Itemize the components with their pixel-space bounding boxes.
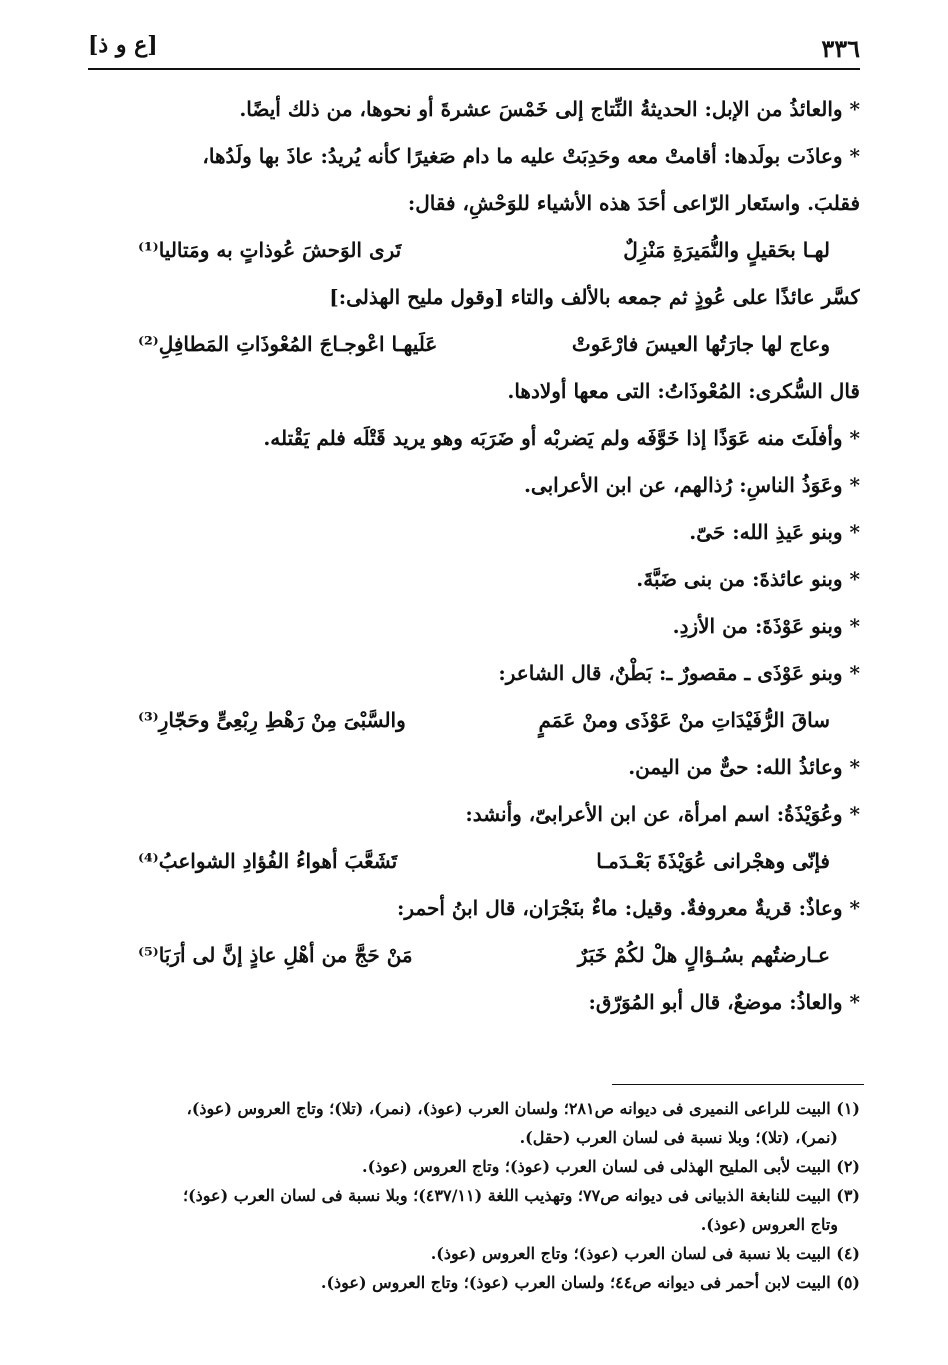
text-line: قال السُّكرى: المُعْوذَاتُ: التى معها أولادها. [507,379,860,403]
verse-hemistich-second: والسَّبْىَ مِنْ رَهْطِ رِبْعِىٍّ وحَجّارِ⁽³⁾ [138,708,406,732]
verse [88,227,860,274]
footnote-line: (٢) البيت لأبى المليح الهذلى فى لسان العرب (عوذ)؛ وتاج العروس (عوذ). [362,1157,860,1176]
text-line: * وعَوَذُ الناسِ: رُذالهم، عن ابن الأعرابى. [523,473,860,497]
text-line: * وبنو عَيذِ الله: حَىّ. [689,520,860,544]
footnote-separator [612,1084,864,1085]
verse-hemistich-first: وعاج لها جارَتُها العيسَ فارْعَوتْ [571,332,830,356]
footnote-line: وتاج العروس (عوذ). [700,1215,838,1234]
footnote-line: (٥) البيت لابن أحمر فى ديوانه ص٤٤؛ ولسان العرب (عوذ)؛ وتاج العروس (عوذ). [320,1273,860,1292]
verse-hemistich-first: عـارضتُهم بسُـؤالٍ هلْ لكُمْ خَبَرٌ [577,943,830,967]
page-number: ٣٣٦ [821,34,860,63]
verse-hemistich-first: لهـا بحَقيلٍ والنُّمَيرَةِ مَنْزِلٌ [623,238,830,262]
verse-hemistich-first: فإنّى وهجْرانى عُوَيْذَةَ بَعْـدَمـا [596,849,830,873]
section-heading: [ع و ذ] [88,32,158,58]
footnote-line: (نمر)، (تلا)؛ وبلا نسبة فى لسان العرب (حقل). [519,1128,838,1147]
verse [88,321,860,368]
text-line: * والعاذُ: موضعٌ، قال أبو المُوَرّق: [588,990,860,1014]
verse-hemistich-second: عَلَيهـا اعْوجـاجَ المُعْوذَاتِ المَطافِلِ⁽²⁾ [138,332,438,356]
text-line: كسَّر عائذًا على عُوذٍ ثم جمعه بالألف والتاء [وقول مليح الهذلى:] [329,285,860,309]
text-line: * وعاذٌ: قريةٌ معروفةٌ. وقيل: ماءٌ بنَجْرَان، قال ابنُ أحمر: [397,896,860,920]
footnote-line: (١) البيت للراعى النميرى فى ديوانه ص٢٨١؛ ولسان العرب (عوذ)، (نمر)، (تلا)؛ وتاج العروس (عوذ)، [186,1099,860,1118]
text-line: * وعُوَيْذَةُ: اسم امرأة، عن ابن الأعرابىّ، وأنشد: [465,802,860,826]
verse-hemistich-second: مَنْ حَجَّ من أهْلِ عاذٍ إنَّ لى أرَبَا⁽⁵⁾ [138,943,413,967]
verse-hemistich-second: تَرى الوَحشَ عُوذاتٍ به ومَتاليا⁽¹⁾ [138,238,402,262]
main-text [88,86,860,1026]
text-line: * وعاذَت بولَدها: أقامتْ معه وحَدِبَتْ عليه ما دام صَغيرًا كأنه يُريدُ: عاذَ بها ولَدُها، [202,144,860,168]
verse [88,932,860,979]
footnote-line: (٣) البيت للنابغة الذبيانى فى ديوانه ص٧٧؛ وتهذيب اللغة (٤٣٧/١١)؛ وبلا نسبة فى لسان العرب (عوذ)؛ [183,1186,860,1205]
text-line: * وبنو عَوْذَى ـ مقصورٌ ـ: بَطْنٌ، قال الشاعر: [498,661,860,685]
footnote-line: (٤) البيت بلا نسبة فى لسان العرب (عوذ)؛ وتاج العروس (عوذ). [430,1244,860,1263]
footnotes [88,1094,860,1297]
verse [88,838,860,885]
verse [88,697,860,744]
verse-hemistich-first: ساقَ الرُّفَيْدَاتِ منْ عَوْذَى ومنْ عَمَمٍ [538,708,830,732]
text-line: * وعائذُ الله: حىٌّ من اليمن. [628,755,860,779]
text-line: فقلبَ. واستَعار الرّاعى أحَدَ هذه الأشياء للوَحْشِ، فقال: [407,191,860,215]
text-line: * وأفلَتَ منه عَوَذًا إذا خَوَّفَه ولم يَضربْه أو ضَرَبَه وهو يريد قَتْلَه فلم يَقْتله. [263,426,860,450]
header-rule [88,68,860,70]
text-line: * والعائذُ من الإبل: الحديثةُ النِّتاج إلى خَمْسَ عشرةَ أو نحوها، من ذلك أيضًا. [239,97,860,121]
text-line: * وبنو عائذةَ: من بنى ضَبَّةَ. [636,567,860,591]
text-line: * وبنو عَوْذَةَ: من الأزدِ. [672,614,860,638]
verse-hemistich-second: تَشَعَّبَ أهواءُ الفُؤادِ الشواعبُ⁽⁴⁾ [138,849,398,873]
